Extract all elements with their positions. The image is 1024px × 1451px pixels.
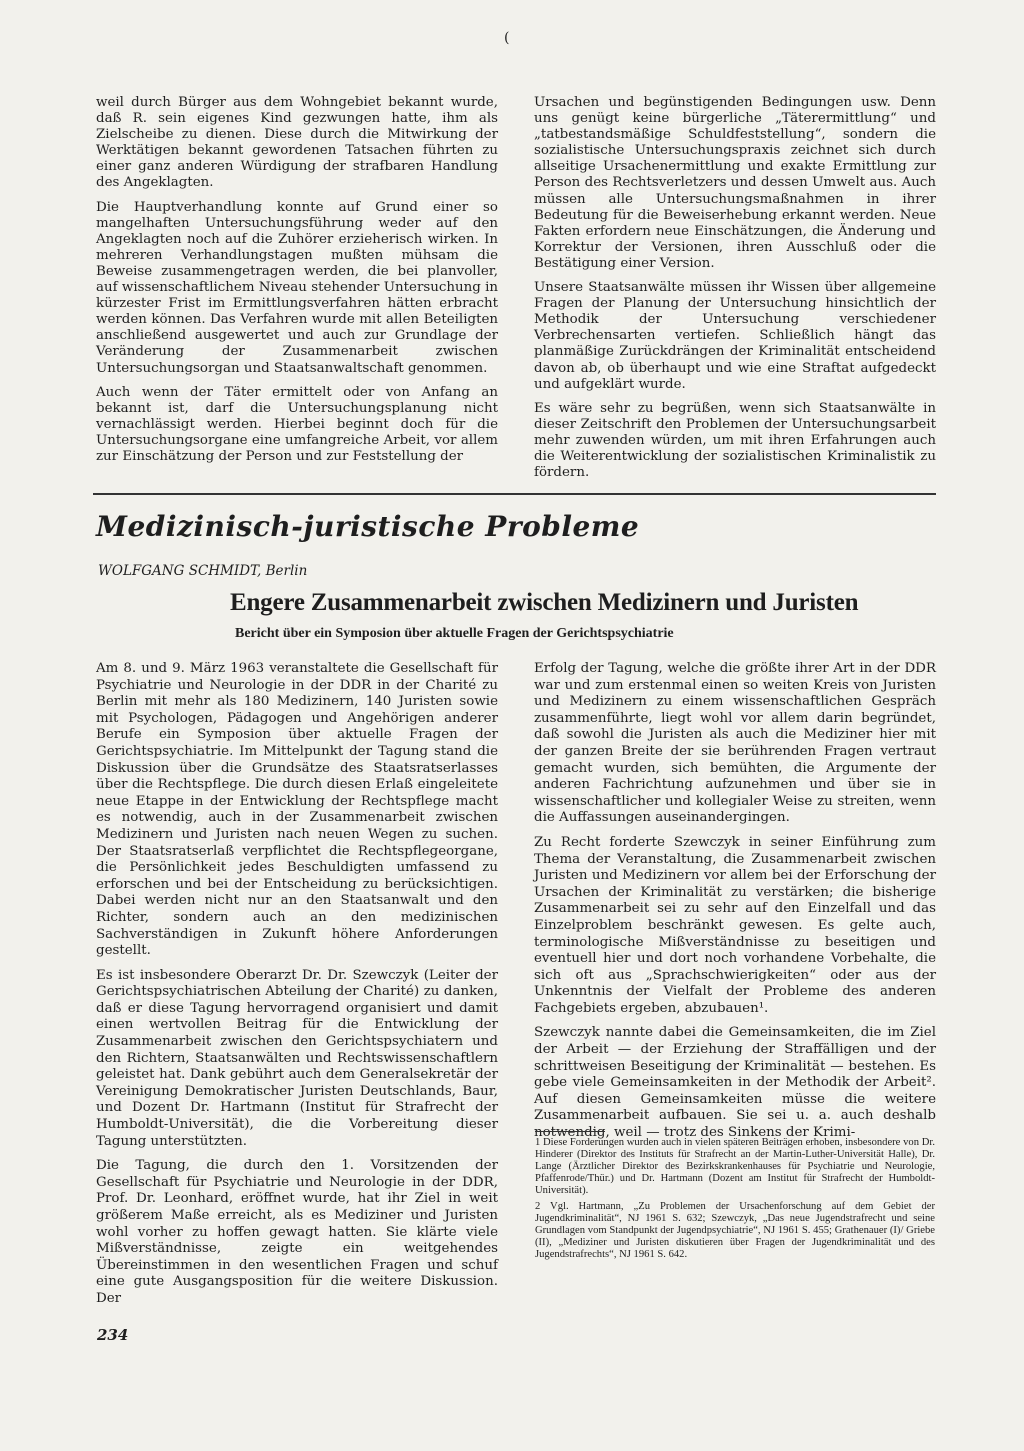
paragraph: Zu Recht forderte Szewczyk in seiner Einführung zum Thema der Veranstaltung, die Zusammenarbeit zwischen Juristen und Medizinern vor allem bei der Erforschung der Ursachen der Kriminalität zu verstärken; die bisherige Zusammenarbeit sei zu sehr auf den Einzelfall und das Einzelproblem beschränkt gewesen. Es gelte auch, terminologische Mißverständnisse zu beseitigen und eventuell hier und dort noch vorhandene Vorbehalte, die sich oft aus „Sprachschwierigkeiten“ oder aus der Unkenntnis der Vielfalt der Probleme des anderen Fachgebiets ergeben, abzubauen¹. — [534, 834, 936, 1016]
footnote-rule — [535, 1131, 605, 1132]
paragraph: Am 8. und 9. März 1963 veranstaltete die Gesellschaft für Psychiatrie und Neurologie in der DDR in der Charité zu Berlin mit mehr als 180 Medizinern, 140 Juristen sowie mit Psychologen, Pädagogen und Angehörigen anderer Berufe ein Symposion über aktuelle Fragen der Gerichtspsychiatrie. Im Mittelpunkt der Tagung stand die Diskussion über die Grundsätze des Staatsratserlasses über die Rechtspflege. Die durch diesen Erlaß eingeleitete neue Etappe in der Entwicklung der Rechtspflege macht es notwendig, auch in der Zusammenarbeit zwischen Medizinern und Juristen nach neuen Wegen zu suchen. Der Staatsratserlaß verpflichtet die Rechtspflegeorgane, die Persönlichkeit jedes Beschuldigten umfassend zu erforschen und bei der Entscheidung zu berücksichtigen. Dabei werden nicht nur an den Staatsanwalt und den Richter, sondern auch an den medizinischen Sachverständigen in Zukunft höhere Anforderungen gestellt. — [96, 661, 498, 959]
paragraph: Es wäre sehr zu begrüßen, wenn sich Staatsanwälte in dieser Zeitschrift den Problemen der Untersuchungsarbeit mehr zuwenden würden, um mit ihren Erfahrungen auch die Weiterentwicklung der sozialistischen Kriminalistik zu fördern. — [534, 400, 936, 481]
paragraph: Auch wenn der Täter ermittelt oder von Anfang an bekannt ist, darf die Untersuchungsplanung nicht vernachlässigt werden. Hierbei beginnt doch für die Untersuchungsorgane eine umfangreiche Arbeit, vor allem zur Einschätzung der Person und zur Feststellung der — [96, 384, 498, 464]
author-line: WOLFGANG SCHMIDT, Berlin — [98, 563, 308, 579]
paragraph: Es ist insbesondere Oberarzt Dr. Dr. Szewczyk (Leiter der Gerichtspsychiatrischen Abteilung der Charité) zu danken, daß er diese Tagung hervorragend organisiert und damit einen wertvollen Beitrag für die Entwicklung der Zusammenarbeit zwischen den Gerichtspsychiatern und den Richtern, Staatsanwälten und Rechtswissenschaftlern geleistet hat. Dank gebührt auch dem Generalsekretär der Vereinigung Demokratischer Juristen Deutschlands, Baur, und Dozent Dr. Hartmann (Institut für Strafrecht der Humboldt-Universität), die die Vorbereitung dieser Tagung unterstützten. — [96, 967, 498, 1149]
paragraph: Ursachen und begünstigenden Bedingungen usw. Denn uns genügt keine bürgerliche „Täterermittlung“ und „tatbestandsmäßige Schuldfeststellung“, sondern die sozialistische Untersuchungspraxis zeichnet sich durch allseitige Ursachenermittlung und exakte Ermittlung zur Person des Rechtsverletzers und dessen Umwelt aus. Auch müssen alle Untersuchungsmaßnahmen in ihrer Bedeutung für die Beweiserhebung erkannt werden. Neue Fakten erfordern neue Einschätzungen, die Änderung und Korrektur der Versionen, ihren Ausschluß oder die Bestätigung einer Version. — [534, 95, 936, 271]
upper-right-column — [534, 95, 936, 489]
paragraph: Szewczyk nannte dabei die Gemeinsamkeiten, die im Ziel der Arbeit — der Erziehung der Straffälligen und der schrittweisen Beseitigung der Kriminalität — bestehen. Es gebe viele Gemeinsamkeiten in der Methodik der Arbeit². Auf diesen Gemeinsamkeiten müsse die weitere Zusammenarbeit aufbauen. Sie sei u. a. auch deshalb notwendig, weil — trotz des Sinkens der Krimi- — [534, 1025, 936, 1141]
page-number: 234 — [97, 1326, 129, 1344]
paragraph: weil durch Bürger aus dem Wohngebiet bekannt wurde, daß R. sein eigenes Kind gezwungen hatte, ihm als Zielscheibe zu dienen. Diese durch die Mitwirkung der Werktätigen bekannt gewordenen Tatsachen führten zu einer ganz anderen Würdigung der strafbaren Handlung des Angeklagten. — [96, 95, 498, 191]
top-mark: ( — [504, 30, 510, 46]
paragraph: Die Tagung, die durch den 1. Vorsitzenden der Gesellschaft für Psychiatrie und Neurologie in der DDR, Prof. Dr. Leonhard, eröffnet wurde, hat ihr Ziel in weit größerem Maße erreicht, als es Mediziner und Juristen wohl vorher zu hoffen gewagt hatten. Sie klärte viele Mißverständnisse, zeigte ein weitgehendes Übereinstimmen in den wesentlichen Fragen und schuf eine gute Ausgangsposition für die weitere Diskussion. Der — [96, 1158, 498, 1306]
footnotes — [535, 1137, 935, 1265]
paragraph: Unsere Staatsanwälte müssen ihr Wissen über allgemeine Fragen der Planung der Untersuchung hinsichtlich der Methodik der Untersuchung verschiedener Verbrechensarten vertiefen. Schließlich hängt das planmäßige Zurückdrängen der Kriminalität entscheidend davon ab, ob überhaupt und wie eine Straftat aufgedeckt und aufgeklärt wurde. — [534, 280, 936, 392]
article-left-column — [96, 661, 498, 1316]
paragraph: Erfolg der Tagung, welche die größte ihrer Art in der DDR war und zum erstenmal einen so weiten Kreis von Juristen und Medizinern zu einem wissenschaftlichen Gespräch zusammenführte, liegt wohl vor allem darin begründet, daß sowohl die Juristen als auch die Mediziner hier mit der ganzen Breite der sie berührenden Fragen vertraut gemacht wurden, sich bemühten, die Argumente der anderen Fachrichtung aufzunehmen und über sie in wissenschaftlicher und kollegialer Weise zu streiten, wenn die Auffassungen auseinandergingen. — [534, 661, 936, 826]
footnote: 1 Diese Forderungen wurden auch in vielen späteren Beiträgen erhoben, insbesondere von Dr. Hinderer (Direktor des Instituts für Strafrecht an der Martin-Luther-Universität Halle), Dr. Lange (Ärztlicher Direktor des Bezirkskrankenhauses für Psychiatrie und Neurologie, Pfaffenrode/Thür.) und Dr. Hartmann (Dozent am Institut für Strafrecht der Humboldt-Universität). — [535, 1137, 935, 1196]
upper-left-column — [96, 95, 498, 473]
footnote: 2 Vgl. Hartmann, „Zu Problemen der Ursachenforschung auf dem Gebiet der Jugendkriminalität“, NJ 1961 S. 632; Szewczyk, „Das neue Jugendstrafrecht und seine Grundlagen vom Standpunkt der Jugendpsychiatrie“, NJ 1961 S. 455; Grathenauer (I)/ Griebe (II), „Mediziner und Juristen diskutieren über Fragen der Jugendkriminalität und des Jugendstrafrechts“, NJ 1961 S. 642. — [535, 1201, 935, 1260]
section-divider — [93, 493, 936, 495]
section-title: Medizinisch-juristische Probleme — [96, 510, 640, 543]
article-right-column — [534, 661, 936, 1150]
article-subheadline: Bericht über ein Symposion über aktuelle Fragen der Gerichtspsychiatrie — [235, 626, 674, 641]
paragraph: Die Hauptverhandlung konnte auf Grund einer so mangelhaften Untersuchungsführung weder auf den Angeklagten noch auf die Zuhörer erzieherisch wirken. In mehreren Verhandlungstagen mußten mühsam die Beweise zusammengetragen werden, die bei planvoller, auf wissenschaftlichem Niveau stehender Untersuchung in kürzester Frist im Ermittlungsverfahren hätten erbracht werden können. Das Verfahren wurde mit allen Beteiligten anschließend ausgewertet und auch zur Grundlage der Veränderung der Zusammenarbeit zwischen Untersuchungsorgan und Staatsanwaltschaft genommen. — [96, 199, 498, 376]
article-headline: Engere Zusammenarbeit zwischen Medizinern und Juristen — [230, 589, 859, 616]
